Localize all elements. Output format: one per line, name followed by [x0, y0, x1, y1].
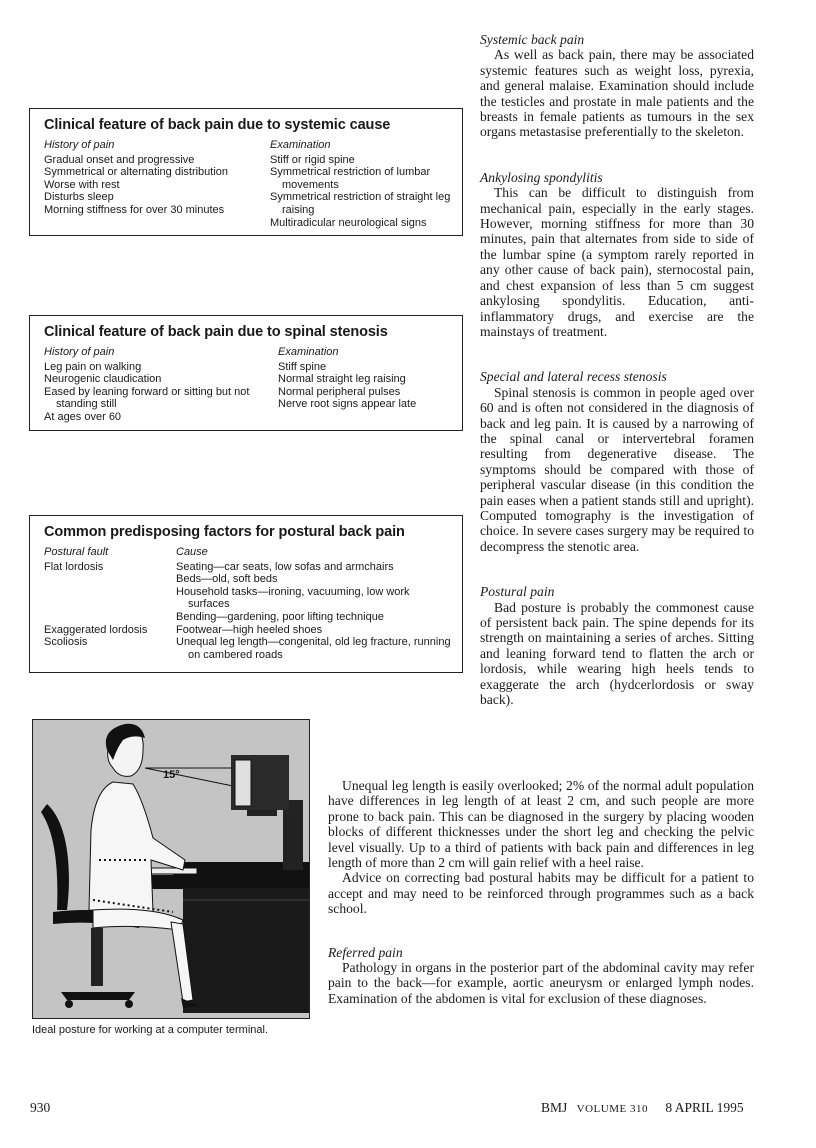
list-item: Eased by leaning forward or sitting but not standing still — [44, 385, 250, 411]
postural-fault — [44, 573, 176, 586]
list-item: At ages over 60 — [44, 410, 122, 423]
figure-caption: Ideal posture for working at a computer terminal. — [32, 1024, 269, 1036]
postural-factors-box — [29, 515, 463, 673]
postural-fault — [44, 586, 176, 611]
list-item: Symmetrical or alternating distribution — [44, 166, 229, 179]
cause: Seating—car seats, low sofas and armchairs — [176, 560, 394, 573]
list-item: Symmetrical restriction of lumbar movements — [270, 166, 431, 191]
postural-fault: Scoliosis — [44, 636, 88, 649]
column-header: Cause — [176, 546, 208, 558]
column-header: History of pain — [44, 139, 115, 151]
list-item: Normal straight leg raising — [278, 373, 406, 386]
history-list — [44, 361, 278, 424]
paragraph: Pathology in organs in the posterior part of the abdominal cavity may refer pain to the back—for example, aortic aneurysm or enlarged lymph nodes. Examination of the abdomen is vital for exclusion of these diagnoses. — [328, 960, 754, 1006]
examination-list — [270, 154, 452, 230]
cause: Bending—gardening, poor lifting technique — [176, 610, 384, 623]
section-heading: Ankylosing spondylitis — [480, 169, 603, 185]
factors-table — [44, 561, 452, 662]
list-item: Nerve root signs appear late — [278, 398, 417, 411]
journal-info — [541, 1100, 744, 1116]
cause: Household tasks—ironing, vacuuming, low work surfaces — [176, 585, 410, 611]
angle-label: 15° — [163, 769, 180, 781]
column-header: History of pain — [44, 346, 115, 358]
table-row — [44, 586, 452, 611]
page-number: 930 — [30, 1100, 51, 1115]
cause: Unequal leg length—congenital, old leg fracture, running on cambered roads — [176, 636, 451, 661]
postural-fault: Exaggerated lordosis — [44, 623, 148, 636]
box-title: Common predisposing factors for postural back pain — [44, 524, 405, 540]
lower-text — [328, 778, 754, 1006]
column-header: Postural fault — [44, 546, 109, 558]
list-item: Stiff spine — [278, 360, 327, 373]
journal-name: BMJ — [541, 1100, 568, 1115]
history-list — [44, 154, 270, 217]
paragraph: Advice on correcting bad postural habits may be difficult for a patient to accept and may need to be reinforced through programmes such as a back school. — [328, 870, 754, 917]
section-heading: Special and lateral recess stenosis — [480, 369, 667, 385]
systemic-cause-box — [29, 108, 463, 236]
postural-fault — [44, 611, 176, 624]
cause: Beds—old, soft beds — [176, 573, 278, 586]
paragraph: As well as back pain, there may be associated systemic features such as weight loss, pyrexia, and general malaise. Examination should include the testicles and prostate in male patients and the breasts in female patients as tumours in the sex organs metastasise preferentially to the skeleton. — [480, 47, 754, 140]
paragraph: This can be difficult to distinguish from mechanical pain, especially in the early stages. However, morning stiffness for more than 30 minutes, pain that alternates from side to side of the lumbar spine (a symptom rarely reported in any other cause of back pain), sternocostal pain, and chest expansion of less than 5 cm suggest ankylosing spondylitis. Education, anti-inflammatory drugs, and exercise are the mainstays of treatment. — [480, 185, 754, 339]
list-item: Worse with rest — [44, 178, 120, 191]
history-column — [44, 346, 278, 424]
right-column-text — [480, 32, 754, 707]
list-item: Gradual onset and progressive — [44, 153, 195, 166]
spinal-stenosis-box — [29, 315, 463, 431]
paragraph: Unequal leg length is easily overlooked; 2% of the normal adult population have differences in leg length of at least 2 cm, and such people are more prone to back pain. This can be diagnosed in the surgery by placing wooden blocks of different thicknesses under the short leg and checking the pelvic level visually. Up to a third of patients with back pain and differences in leg length of more than 2 cm will gain relief with a heel raise. — [328, 778, 754, 871]
history-column — [44, 139, 270, 229]
table-row — [44, 611, 452, 624]
volume: VOLUME 310 — [576, 1103, 648, 1115]
list-item: Symmetrical restriction of straight leg raising — [270, 191, 451, 216]
list-item: Disturbs sleep — [44, 191, 114, 204]
box-title: Clinical feature of back pain due to systemic cause — [44, 117, 391, 133]
table-row — [44, 636, 452, 661]
examination-column — [270, 139, 452, 229]
postural-fault: Flat lordosis — [44, 560, 104, 573]
posture-figure — [32, 719, 310, 1019]
list-item: Normal peripheral pulses — [278, 385, 401, 398]
issue-date: 8 APRIL 1995 — [665, 1100, 744, 1115]
examination-list — [278, 361, 452, 411]
list-item: Morning stiffness for over 30 minutes — [44, 203, 225, 216]
table-row — [44, 624, 452, 637]
list-item: Leg pain on walking — [44, 360, 142, 373]
column-header: Examination — [278, 346, 339, 358]
computer-posture-illustration — [33, 720, 309, 1018]
table-row — [44, 561, 452, 574]
section-heading: Referred pain — [328, 944, 403, 960]
examination-column — [278, 346, 452, 424]
list-item: Multiradicular neurological signs — [270, 216, 427, 229]
section-heading: Systemic back pain — [480, 32, 585, 47]
column-header: Examination — [270, 139, 331, 151]
section-heading: Postural pain — [480, 584, 555, 600]
box-title: Clinical feature of back pain due to spinal stenosis — [44, 324, 388, 340]
cause: Footwear—high heeled shoes — [176, 623, 323, 636]
paragraph: Spinal stenosis is common in people aged over 60 and is often not considered in the diagnosis of back and leg pain. It is caused by a narrowing of the spinal canal or intervertebral foramen resulting from degenerative disease. The symptoms should be compared with those of peripheral vascular disease (in this condition the pain eases when a patient stands still and upright). Computed tomography is the investigation of choice. In severe cases surgery may be required to decompress the stenotic area. — [480, 384, 754, 554]
list-item: Neurogenic claudication — [44, 373, 162, 386]
paragraph: Bad posture is probably the commonest cause of persistent back pain. The spine depends for its strength on maintaining a series of arches. Sitting and leaning forward tend to flatten the arch or lordosis, while wearing high heels tends to exaggerate the arch (hydcerlordosis or sway back). — [480, 599, 754, 708]
list-item: Stiff or rigid spine — [270, 153, 355, 166]
table-row — [44, 573, 452, 586]
